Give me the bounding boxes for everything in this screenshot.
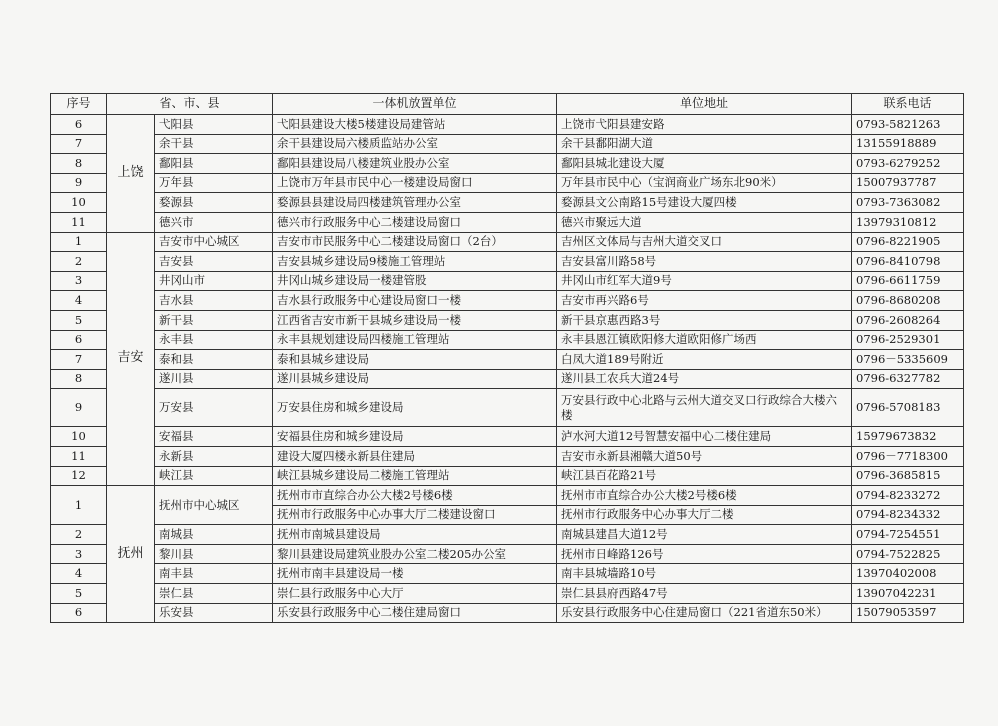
unit-address: 吉安市永新县湘赣大道50号 [557,446,852,466]
table-row [51,115,964,135]
contact-phone: 0793-6279252 [852,154,964,174]
unit-location: 泰和县城乡建设局 [273,350,557,370]
unit-address: 乐安县行政服务中心住建局窗口（221省道东50米） [557,603,852,623]
row-number: 11 [51,446,107,466]
contact-phone: 0796－7718300 [852,446,964,466]
unit-address: 德兴市聚远大道 [557,212,852,232]
unit-location: 江西省吉安市新干县城乡建设局一楼 [273,310,557,330]
county-name: 安福县 [155,427,273,447]
contact-phone: 0796－5335609 [852,350,964,370]
table-row [51,525,964,545]
row-number: 3 [51,271,107,291]
contact-phone: 0796-6327782 [852,369,964,389]
unit-location: 万安县住房和城乡建设局 [273,389,557,427]
unit-location: 乐安县行政服务中心二楼住建局窗口 [273,603,557,623]
county-name: 吉安市中心城区 [155,232,273,252]
unit-address: 崇仁县县府西路47号 [557,584,852,604]
contact-phone: 13155918889 [852,134,964,154]
row-number: 6 [51,330,107,350]
unit-location: 抚州市市直综合办公大楼2号楼6楼 [273,486,557,506]
unit-address: 遂川县工农兵大道24号 [557,369,852,389]
county-name: 鄱阳县 [155,154,273,174]
row-number: 4 [51,564,107,584]
unit-location: 遂川县城乡建设局 [273,369,557,389]
contact-phone: 15079053597 [852,603,964,623]
city-name: 上饶 [107,115,155,233]
unit-location: 安福县住房和城乡建设局 [273,427,557,447]
row-number: 10 [51,193,107,213]
header-seq: 序号 [51,94,107,115]
county-name: 崇仁县 [155,584,273,604]
unit-address: 万安县行政中心北路与云州大道交叉口行政综合大楼六楼 [557,389,852,427]
unit-address: 吉州区文体局与吉州大道交叉口 [557,232,852,252]
row-number: 5 [51,310,107,330]
contact-phone: 13970402008 [852,564,964,584]
county-name: 南丰县 [155,564,273,584]
unit-address: 上饶市弋阳县建安路 [557,115,852,135]
county-name: 弋阳县 [155,115,273,135]
table-row [51,232,964,252]
table-row [51,544,964,564]
row-number: 1 [51,232,107,252]
row-number: 5 [51,584,107,604]
table-row [51,389,964,427]
contact-phone: 15007937787 [852,173,964,193]
contact-phone: 0793-7363082 [852,193,964,213]
unit-location: 吉水县行政服务中心建设局窗口一楼 [273,291,557,311]
row-number: 7 [51,134,107,154]
contact-phone: 15979673832 [852,427,964,447]
county-name: 永丰县 [155,330,273,350]
row-number: 4 [51,291,107,311]
unit-address: 吉安县富川路58号 [557,252,852,272]
row-number: 7 [51,350,107,370]
county-name: 井冈山市 [155,271,273,291]
table-row [51,584,964,604]
unit-location: 上饶市万年县市民中心一楼建设局窗口 [273,173,557,193]
row-number: 2 [51,525,107,545]
header-region: 省、市、县 [107,94,273,115]
contact-phone: 0796-8680208 [852,291,964,311]
unit-location: 弋阳县建设大楼5楼建设局建管站 [273,115,557,135]
contact-phone: 0794-8233272 [852,486,964,506]
contact-phone: 0796-6611759 [852,271,964,291]
row-number: 2 [51,252,107,272]
unit-address: 鄱阳县城北建设大厦 [557,154,852,174]
county-name: 抚州市中心城区 [155,486,273,525]
county-name: 万年县 [155,173,273,193]
unit-location: 黎川县建设局建筑业股办公室二楼205办公室 [273,544,557,564]
unit-address: 永丰县恩江镇欧阳修大道欧阳修广场西 [557,330,852,350]
row-number: 12 [51,466,107,486]
unit-address: 泸水河大道12号智慧安福中心二楼住建局 [557,427,852,447]
row-number: 10 [51,427,107,447]
contact-phone: 0794-7522825 [852,544,964,564]
county-name: 永新县 [155,446,273,466]
table-row [51,603,964,623]
directory-table [50,93,964,623]
county-name: 余干县 [155,134,273,154]
unit-location: 余干县建设局六楼质监站办公室 [273,134,557,154]
table-row [51,173,964,193]
table-row [51,134,964,154]
unit-address: 余干县鄱阳湖大道 [557,134,852,154]
contact-phone: 0794-8234332 [852,505,964,525]
table-row [51,212,964,232]
county-name: 遂川县 [155,369,273,389]
county-name: 南城县 [155,525,273,545]
table-row [51,427,964,447]
unit-address: 婺源县文公南路15号建设大厦四楼 [557,193,852,213]
row-number: 8 [51,154,107,174]
unit-location: 吉安市市民服务中心二楼建设局窗口（2台） [273,232,557,252]
table-row [51,310,964,330]
county-name: 新干县 [155,310,273,330]
contact-phone: 0796-8410798 [852,252,964,272]
county-name: 婺源县 [155,193,273,213]
contact-phone: 0796-5708183 [852,389,964,427]
unit-address: 吉安市再兴路6号 [557,291,852,311]
county-name: 吉水县 [155,291,273,311]
unit-location: 婺源县县建设局四楼建筑管理办公室 [273,193,557,213]
contact-phone: 0796-2608264 [852,310,964,330]
unit-address: 新干县京惠西路3号 [557,310,852,330]
unit-location: 抚州市行政服务中心办事大厅二楼建设窗口 [273,505,557,525]
unit-address: 峡江县百花路21号 [557,466,852,486]
header-row [51,94,964,115]
unit-location: 抚州市南城县建设局 [273,525,557,545]
contact-phone: 13979310812 [852,212,964,232]
unit-address: 抚州市日峰路126号 [557,544,852,564]
city-name: 抚州 [107,486,155,623]
row-number: 9 [51,173,107,193]
row-number: 6 [51,115,107,135]
table-row [51,193,964,213]
county-name: 峡江县 [155,466,273,486]
contact-phone: 0794-7254551 [852,525,964,545]
unit-location: 鄱阳县建设局八楼建筑业股办公室 [273,154,557,174]
table-row [51,154,964,174]
row-number: 1 [51,486,107,525]
unit-location: 永丰县规划建设局四楼施工管理站 [273,330,557,350]
table-row [51,369,964,389]
unit-location: 崇仁县行政服务中心大厅 [273,584,557,604]
unit-address: 抚州市行政服务中心办事大厅二楼 [557,505,852,525]
contact-phone: 0793-5821263 [852,115,964,135]
unit-location: 井冈山城乡建设局一楼建管股 [273,271,557,291]
table-row [51,466,964,486]
unit-location: 建设大厦四楼永新县住建局 [273,446,557,466]
table-row [51,330,964,350]
contact-phone: 0796-3685815 [852,466,964,486]
contact-phone: 13907042231 [852,584,964,604]
header-unit: 一体机放置单位 [273,94,557,115]
table-row [51,271,964,291]
county-name: 泰和县 [155,350,273,370]
contact-phone: 0796-8221905 [852,232,964,252]
unit-address: 白凤大道189号附近 [557,350,852,370]
table-row [51,446,964,466]
table-row [51,564,964,584]
county-name: 乐安县 [155,603,273,623]
table-row [51,350,964,370]
row-number: 9 [51,389,107,427]
county-name: 万安县 [155,389,273,427]
table-row [51,291,964,311]
unit-location: 峡江县城乡建设局二楼施工管理站 [273,466,557,486]
table-row [51,486,964,506]
table-body [51,115,964,623]
row-number: 6 [51,603,107,623]
unit-location: 抚州市南丰县建设局一楼 [273,564,557,584]
unit-address: 万年县市民中心（宝润商业广场东北90米） [557,173,852,193]
header-address: 单位地址 [557,94,852,115]
unit-address: 抚州市市直综合办公大楼2号楼6楼 [557,486,852,506]
unit-address: 南城县建昌大道12号 [557,525,852,545]
table-row [51,252,964,272]
row-number: 11 [51,212,107,232]
county-name: 吉安县 [155,252,273,272]
header-phone: 联系电话 [852,94,964,115]
county-name: 黎川县 [155,544,273,564]
unit-address: 南丰县城墙路10号 [557,564,852,584]
county-name: 德兴市 [155,212,273,232]
row-number: 3 [51,544,107,564]
row-number: 8 [51,369,107,389]
city-name: 吉安 [107,232,155,486]
unit-location: 德兴市行政服务中心二楼建设局窗口 [273,212,557,232]
unit-location: 吉安县城乡建设局9楼施工管理站 [273,252,557,272]
unit-address: 井冈山市红军大道9号 [557,271,852,291]
contact-phone: 0796-2529301 [852,330,964,350]
